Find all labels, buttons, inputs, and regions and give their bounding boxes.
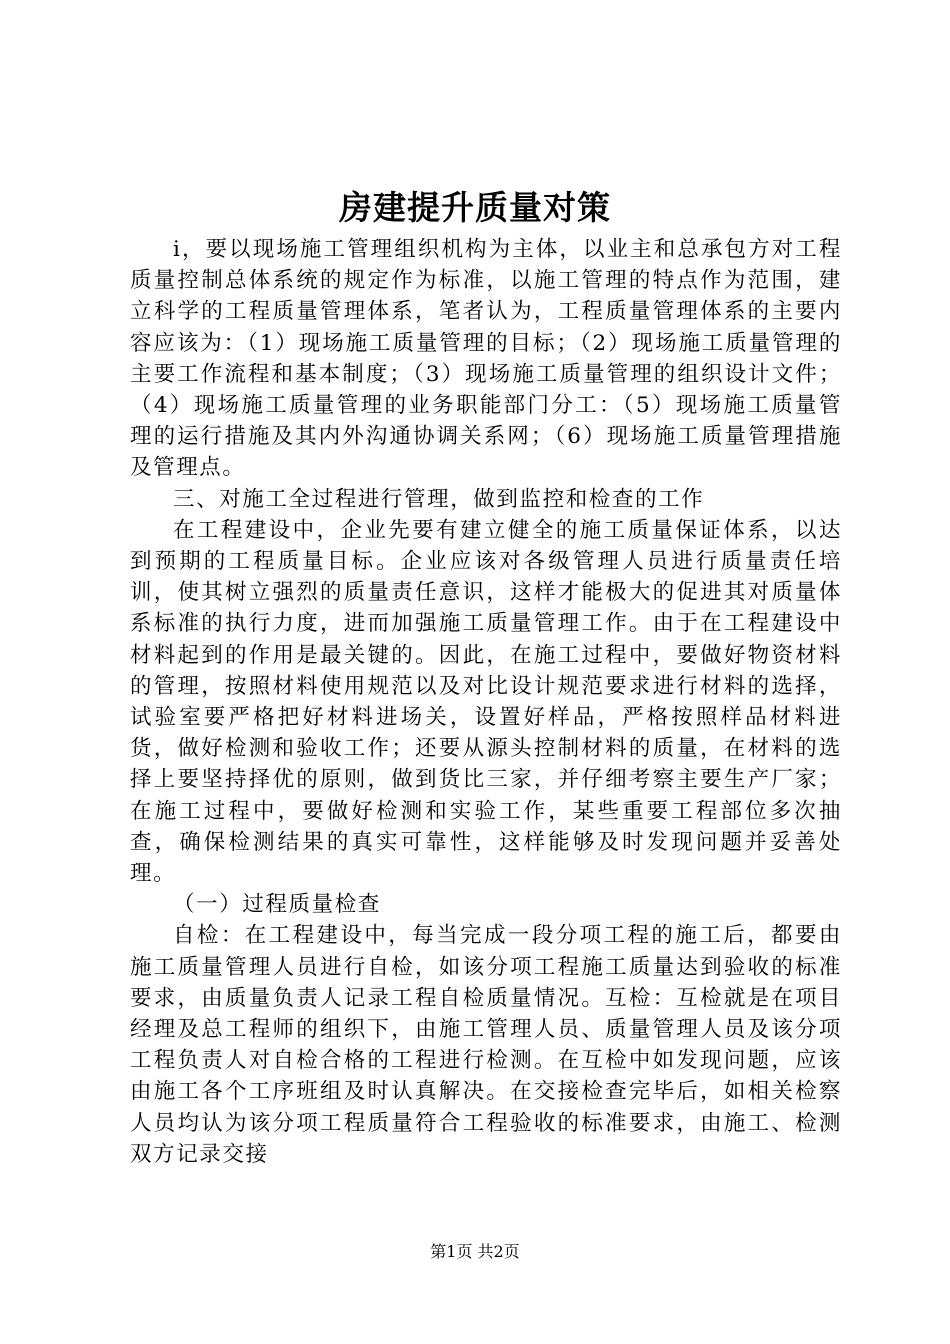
- document-body: [130, 234, 842, 1170]
- document-title: 房建提升质量对策: [339, 188, 611, 227]
- subsection-heading-process-inspection: （一）过程质量检查: [173, 892, 381, 918]
- paragraph-self-inspection: 自检：在工程建设中，每当完成一段分项工程的施工后，都要由施工质量管理人员进行自检，如该分项工程施工质量达到验收的标准要求，由质量负责人记录工程自检质量情况。互检：互检就是在项目经理及总工程师的组织下，由施工管理人员、质量管理人员及该分项工程负责人对自检合格的工程进行检测。在互检中如发现问题，应该由施工各个工序班组及时认真解决。在交接检查完毕后，如相关检察人员均认为该分项工程质量符合工程验收的标准要求，由施工、检测双方记录交接: [130, 923, 842, 1167]
- paragraph-quality-system: i，要以现场施工管理组织机构为主体，以业主和总承包方对工程质量控制总体系统的规定作为标准，以施工管理的特点作为范围，建立科学的工程质量管理体系，笔者认为，工程质量管理体系的主要内容应该为：（1）现场施工质量管理的目标；（2）现场施工质量管理的主要工作流程和基本制度；（3）现场施工质量管理的组织设计文件；（4）现场施工质量管理的业务职能部门分工：（5）现场施工质量管理的运行措施及其内外沟通协调关系网；（6）现场施工质量管理措施及管理点。: [130, 237, 842, 481]
- page-number-footer: 第1页 共2页: [430, 1242, 520, 1261]
- paragraph-material-management: 在工程建设中，企业先要有建立健全的施工质量保证体系，以达到预期的工程质量目标。企业应该对各级管理人员进行质量责任培训，使其树立强烈的质量责任意识，这样才能极大的促进其对质量体系标准的执行力度，进而加强施工质量管理工作。由于在工程建设中材料起到的作用是最关键的。因此，在施工过程中，要做好物资材料的管理，按照材料使用规范以及对比设计规范要求进行材料的选择，试验室要严格把好材料进场关，设置好样品，严格按照样品材料进货，做好检测和验收工作；还要从源头控制材料的质量，在材料的选择上要坚持择优的原则，做到货比三家，并仔细考察主要生产厂家；在施工过程中，要做好检测和实验工作，某些重要工程部位多次抽查，确保检测结果的真实可靠性，这样能够及时发现问题并妥善处理。: [130, 517, 842, 887]
- section-heading-process-management: 三、对施工全过程进行管理，做到监控和检查的工作: [173, 486, 705, 512]
